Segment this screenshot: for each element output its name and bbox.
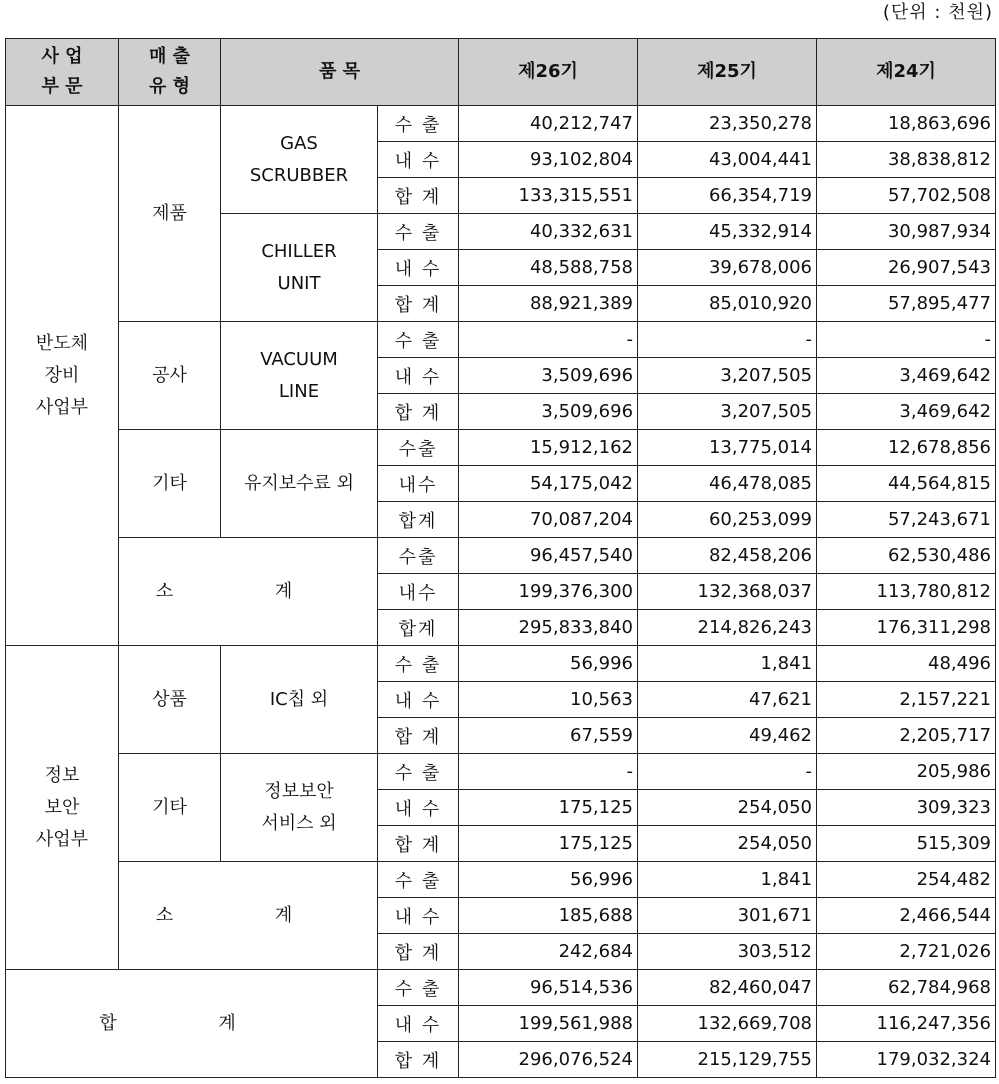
value-period-26: 175,125: [459, 790, 638, 826]
row-type-label: 내 수: [378, 358, 459, 394]
value-period-24: 116,247,356: [817, 1006, 996, 1042]
value-period-25: 43,004,441: [638, 142, 817, 178]
value-period-25: 85,010,920: [638, 286, 817, 322]
value-period-24: 48,496: [817, 646, 996, 682]
value-period-26: 54,175,042: [459, 466, 638, 502]
table-row: [6, 646, 996, 682]
value-period-26: 10,563: [459, 682, 638, 718]
item-security-service: 정보보안 서비스 외: [221, 754, 378, 862]
value-period-26: 242,684: [459, 934, 638, 970]
value-period-24: 57,895,477: [817, 286, 996, 322]
item-chiller-unit: CHILLER UNIT: [221, 214, 378, 322]
value-period-26: -: [459, 754, 638, 790]
value-period-25: 132,669,708: [638, 1006, 817, 1042]
value-period-26: 96,457,540: [459, 538, 638, 574]
row-type-label: 합 계: [378, 394, 459, 430]
table-row: [6, 430, 996, 466]
value-period-24: 515,309: [817, 826, 996, 862]
value-period-25: 303,512: [638, 934, 817, 970]
sales-table: [5, 38, 996, 1078]
value-period-26: 56,996: [459, 862, 638, 898]
value-period-26: 175,125: [459, 826, 638, 862]
value-period-24: 57,243,671: [817, 502, 996, 538]
division-semiconductor: 반도체 장비 사업부: [6, 106, 119, 646]
value-period-24: -: [817, 322, 996, 358]
value-period-26: 40,212,747: [459, 106, 638, 142]
value-period-25: 1,841: [638, 862, 817, 898]
table-row: [6, 862, 996, 898]
row-type-label: 수 출: [378, 754, 459, 790]
value-period-26: 48,588,758: [459, 250, 638, 286]
value-period-24: 2,157,221: [817, 682, 996, 718]
value-period-25: 214,826,243: [638, 610, 817, 646]
value-period-26: -: [459, 322, 638, 358]
row-type-label: 합계: [378, 610, 459, 646]
value-period-25: 66,354,719: [638, 178, 817, 214]
value-period-25: 49,462: [638, 718, 817, 754]
row-type-label: 수 출: [378, 862, 459, 898]
value-period-26: 93,102,804: [459, 142, 638, 178]
value-period-24: 18,863,696: [817, 106, 996, 142]
value-period-25: -: [638, 754, 817, 790]
value-period-26: 296,076,524: [459, 1042, 638, 1078]
value-period-25: 1,841: [638, 646, 817, 682]
value-period-25: -: [638, 322, 817, 358]
value-period-25: 13,775,014: [638, 430, 817, 466]
type-goods: 상품: [119, 646, 221, 754]
value-period-25: 23,350,278: [638, 106, 817, 142]
value-period-26: 15,912,162: [459, 430, 638, 466]
row-type-label: 내 수: [378, 898, 459, 934]
value-period-26: 3,509,696: [459, 394, 638, 430]
row-type-label: 합 계: [378, 1042, 459, 1078]
value-period-25: 39,678,006: [638, 250, 817, 286]
value-period-26: 96,514,536: [459, 970, 638, 1006]
value-period-24: 62,530,486: [817, 538, 996, 574]
item-ic-chip: IC칩 외: [221, 646, 378, 754]
header-row: [6, 39, 996, 106]
value-period-26: 70,087,204: [459, 502, 638, 538]
row-type-label: 합 계: [378, 718, 459, 754]
header-period-25: 제25기: [638, 39, 817, 106]
row-type-label: 합 계: [378, 826, 459, 862]
value-period-24: 254,482: [817, 862, 996, 898]
row-type-label: 수 출: [378, 214, 459, 250]
row-type-label: 수출: [378, 538, 459, 574]
table-row: [6, 970, 996, 1006]
value-period-26: 3,509,696: [459, 358, 638, 394]
header-division: 사 업 부 문: [6, 39, 119, 106]
value-period-25: 46,478,085: [638, 466, 817, 502]
value-period-25: 45,332,914: [638, 214, 817, 250]
value-period-24: 62,784,968: [817, 970, 996, 1006]
info-subtotal-label: 소 계: [119, 862, 378, 970]
row-type-label: 합 계: [378, 934, 459, 970]
table-row: [6, 538, 996, 574]
value-period-24: 2,205,717: [817, 718, 996, 754]
table-row: [6, 754, 996, 790]
division-info-security: 정보 보안 사업부: [6, 646, 119, 970]
header-period-24: 제24기: [817, 39, 996, 106]
row-type-label: 합 계: [378, 286, 459, 322]
semi-subtotal-label: 소 계: [119, 538, 378, 646]
value-period-24: 44,564,815: [817, 466, 996, 502]
value-period-24: 113,780,812: [817, 574, 996, 610]
value-period-24: 26,907,543: [817, 250, 996, 286]
table-row: [6, 106, 996, 142]
row-type-label: 수 출: [378, 322, 459, 358]
type-other: 기타: [119, 754, 221, 862]
value-period-26: 67,559: [459, 718, 638, 754]
value-period-25: 301,671: [638, 898, 817, 934]
value-period-25: 3,207,505: [638, 358, 817, 394]
value-period-24: 3,469,642: [817, 394, 996, 430]
row-type-label: 내 수: [378, 250, 459, 286]
header-sales-type: 매 출 유 형: [119, 39, 221, 106]
row-type-label: 합 계: [378, 178, 459, 214]
row-type-label: 내 수: [378, 682, 459, 718]
value-period-25: 215,129,755: [638, 1042, 817, 1078]
value-period-25: 60,253,099: [638, 502, 817, 538]
value-period-26: 199,376,300: [459, 574, 638, 610]
value-period-26: 185,688: [459, 898, 638, 934]
row-type-label: 내 수: [378, 142, 459, 178]
row-type-label: 수 출: [378, 970, 459, 1006]
row-type-label: 내수: [378, 574, 459, 610]
row-type-label: 수출: [378, 430, 459, 466]
unit-label: (단위 : 천원): [882, 2, 993, 23]
value-period-25: 47,621: [638, 682, 817, 718]
value-period-25: 254,050: [638, 790, 817, 826]
value-period-24: 309,323: [817, 790, 996, 826]
value-period-25: 82,460,047: [638, 970, 817, 1006]
value-period-25: 82,458,206: [638, 538, 817, 574]
value-period-26: 199,561,988: [459, 1006, 638, 1042]
item-vacuum-line: VACUUM LINE: [221, 322, 378, 430]
row-type-label: 수 출: [378, 646, 459, 682]
value-period-24: 179,032,324: [817, 1042, 996, 1078]
row-type-label: 내 수: [378, 1006, 459, 1042]
value-period-25: 3,207,505: [638, 394, 817, 430]
table-row: [6, 322, 996, 358]
header-period-26: 제26기: [459, 39, 638, 106]
value-period-26: 40,332,631: [459, 214, 638, 250]
value-period-24: 205,986: [817, 754, 996, 790]
value-period-25: 254,050: [638, 826, 817, 862]
type-construction: 공사: [119, 322, 221, 430]
row-type-label: 합계: [378, 502, 459, 538]
value-period-24: 2,721,026: [817, 934, 996, 970]
item-maintenance: 유지보수료 외: [221, 430, 378, 538]
type-other: 기타: [119, 430, 221, 538]
value-period-26: 56,996: [459, 646, 638, 682]
value-period-24: 176,311,298: [817, 610, 996, 646]
value-period-25: 132,368,037: [638, 574, 817, 610]
type-product: 제품: [119, 106, 221, 322]
value-period-26: 133,315,551: [459, 178, 638, 214]
value-period-24: 30,987,934: [817, 214, 996, 250]
value-period-24: 57,702,508: [817, 178, 996, 214]
value-period-26: 295,833,840: [459, 610, 638, 646]
row-type-label: 수 출: [378, 106, 459, 142]
grand-total-label: 합 계: [6, 970, 378, 1078]
row-type-label: 내 수: [378, 790, 459, 826]
value-period-26: 88,921,389: [459, 286, 638, 322]
value-period-24: 12,678,856: [817, 430, 996, 466]
value-period-24: 2,466,544: [817, 898, 996, 934]
value-period-24: 38,838,812: [817, 142, 996, 178]
item-gas-scrubber: GAS SCRUBBER: [221, 106, 378, 214]
header-item: 품 목: [221, 39, 459, 106]
value-period-24: 3,469,642: [817, 358, 996, 394]
row-type-label: 내수: [378, 466, 459, 502]
